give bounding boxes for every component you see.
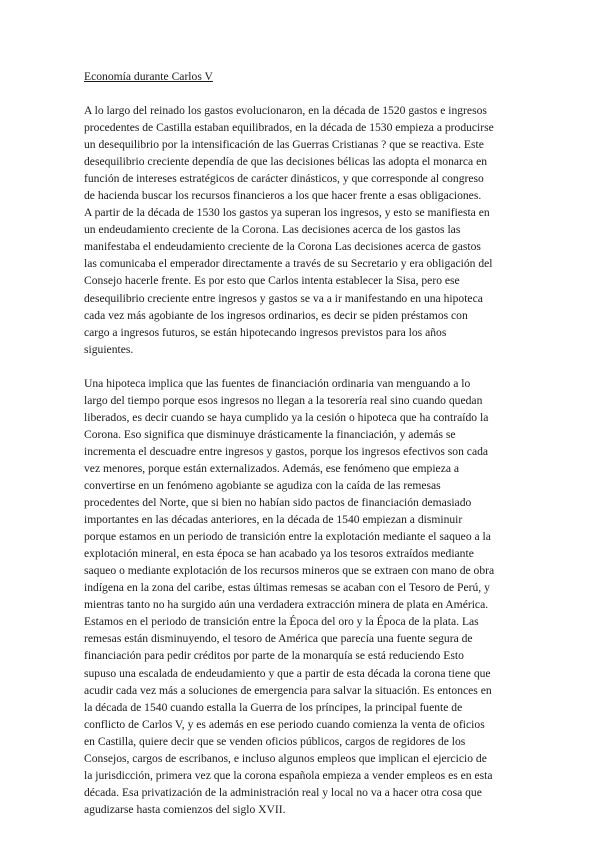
paragraph-1: A lo largo del reinado los gastos evolucionaron, en la década de 1520 gastos e ingresos procedentes de Castilla estaban equilibrados, en la década de 1530 empieza a producirse un desequilibrio por la intensificación de las Guerras Cristianas ? que se reactiva. Este desequilibrio creciente dependía de que las decisiones bélicas las adopta el monarca en función de intereses estratégicos de carácter dinásticos, y que corresponde al congreso de hacienda buscar los recursos financieros a los que hacer frente a esas obligaciones. A partir de la década de 1530 los gastos ya superan los ingresos, y esto se manifiesta en un endeudamiento creciente de la Corona. Las decisiones acerca de los gastos las manifestaba el endeudamiento creciente de la Corona Las decisiones acerca de gastos las comunicaba el emperador directamente a través de su Secretario y era obligación del Consejo hacerle frente. Es por esto que Carlos intenta establecer la Sisa, pero ese desequilibrio creciente entre ingresos y gastos se va a ir manifestando en una hipoteca cada vez más agobiante de los ingresos ordinarios, es decir se piden préstamos con cargo a ingresos futuros, se están hipotecando ingresos previstos para los años siguientes. (84, 104, 494, 356)
paragraph-spacer (84, 358, 516, 375)
document-title: Economía durante Carlos V (84, 70, 213, 83)
paragraph-2: Una hipoteca implica que las fuentes de financiación ordinaria van menguando a lo largo del tiempo porque esos ingresos no llegan a la tesorería real sino cuando quedan liberados, es decir cuando se haya cumplido ya la cesión o hipoteca que ha contraído la Corona. Eso significa que disminuye drásticamente la financiación, y además se incrementa el descuadre entre ingresos y gastos, porque los ingresos efectivos son cada vez menores, porque están externalizados. Además, ese fenómeno que empieza a convertirse en un fenómeno agobiante se agudiza con la caída de las remesas procedentes del Norte, que si bien no habían sido pactos de financiación demasiado importantes en las décadas anteriores, en la década de 1540 empiezan a disminuir porque estamos en un periodo de transición entre la explotación mediante el saqueo a la explotación mineral, en esta época se han acabado ya los tesoros extraídos mediante saqueo o mediante explotación de los recursos mineros que se extraen con mano de obra indígena en la zona del caribe, estas últimas remesas se acaban con el Tesoro de Perú, y mientras tanto no ha surgido aún una verdadera extracción minera de plata en América. Estamos en el periodo de transición entre la Época del oro y la Época de la plata. Las remesas están disminuyendo, el tesoro de América que parecía una fuente segura de financiación para pedir créditos por parte de la monarquía se está reduciendo Esto supuso una escalada de endeudamiento y que a partir de esta década la corona tiene que acudir cada vez más a soluciones de emergencia para salvar la situación. Es entonces en la década de 1540 cuando estalla la Guerra de los príncipes, la principal fuente de conflicto de Carlos V, y es además en ese periodo cuando comienza la venta de oficios en Castilla, quiere decir que se venden oficios públicos, cargos de regidores de los Consejos, cargos de escribanos, e incluso algunos empleos que implican el ejercicio de la jurisdicción, primera vez que la corona española empieza a vender empleos es en esta década. Esa privatización de la administración real y local no va a hacer otra cosa que agudizarse hasta comienzos del siglo XVII. (84, 376, 495, 816)
